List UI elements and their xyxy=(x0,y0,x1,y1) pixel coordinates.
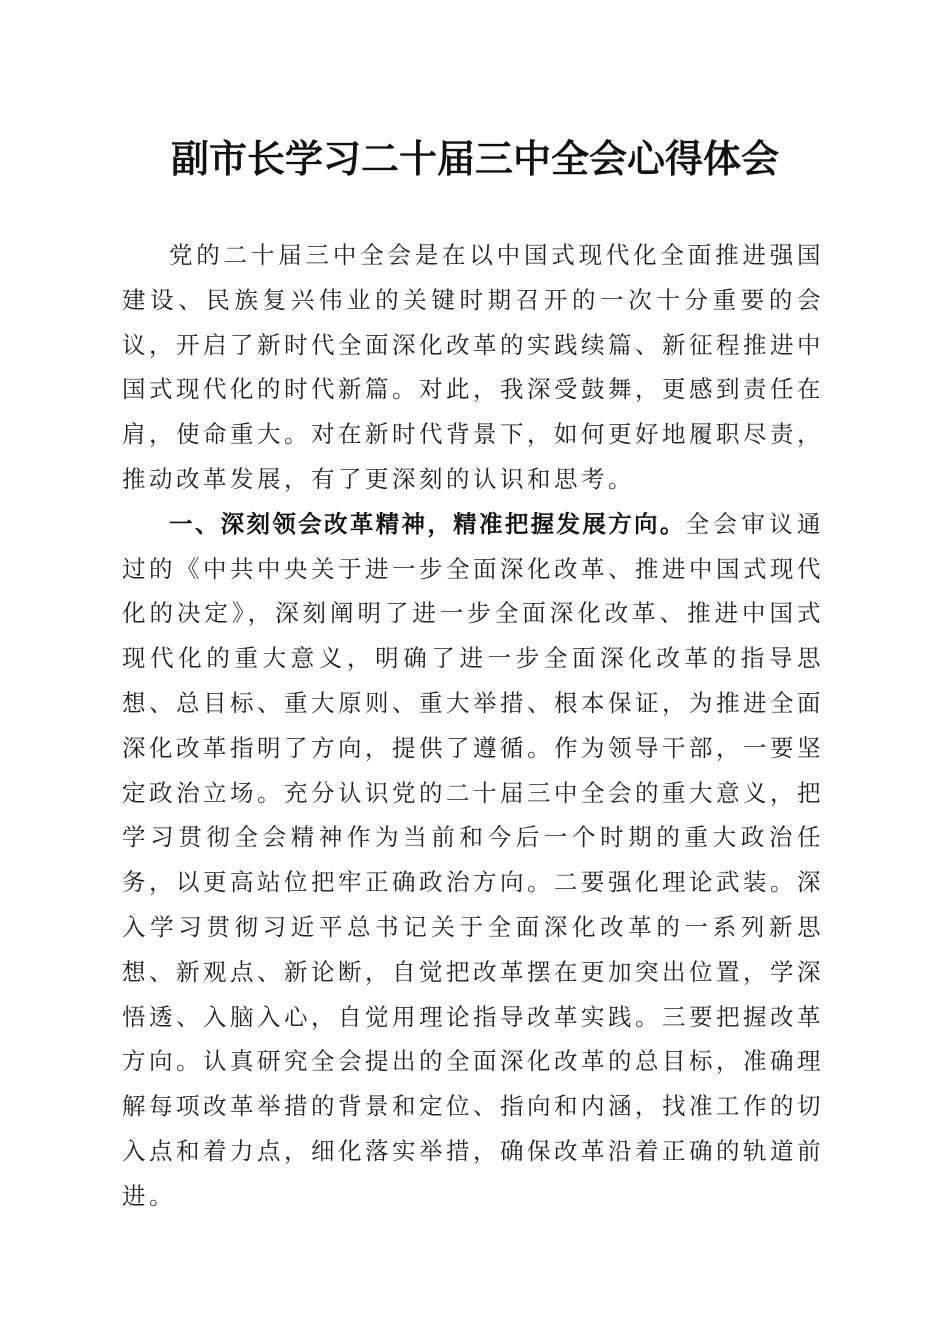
section-one-text: 全会审议通过的《中共中央关于进一步全面深化改革、推进中国式现代化的决定》，深刻阐明了进一步全面深化改革、推进中国式现代化的重大意义，明确了进一步全面深化改革的指导思想、总目标、重大原则、重大举措、根本保证，为推进全面深化改革指明了方向，提供了遵循。作为领导干部，一要坚定政治立场。充分认识党的二十届三中全会的重大意义，把学习贯彻全会精神作为当前和今后一个时期的重大政治任务，以更高站位把牢正确政治方向。二要强化理论武装。深入学习贯彻习近平总书记关于全面深化改革的一系列新思想、新观点、新论断，自觉把改革摆在更加突出位置，学深悟透、入脑入心，自觉用理论指导改革实践。三要把握改革方向。认真研究全会提出的全面深化改革的总目标，准确理解每项改革举措的背景和定位、指向和内涵，找准工作的切入点和着力点，细化落实举措，确保改革沿着正确的轨道前进。 xyxy=(122,509,825,1210)
document-title: 副市长学习二十届三中全会心得体会 xyxy=(170,136,779,181)
section-one-heading: 一、深刻领会改革精神，精准把握发展方向。 xyxy=(169,509,686,538)
intro-paragraph xyxy=(122,233,824,502)
intro-paragraph-text: 党的二十届三中全会是在以中国式现代化全面推进强国建设、民族复兴伟业的关键时期召开的一次十分重要的会议，开启了新时代全面深化改革的实践续篇、新征程推进中国式现代化的时代新篇。对此，我深受鼓舞，更感到责任在肩，使命重大。对在新时代背景下，如何更好地履职尽责，推动改革发展，有了更深刻的认识和思考。 xyxy=(122,241,824,493)
document-body xyxy=(122,233,824,1219)
section-one-paragraph xyxy=(122,502,824,1219)
